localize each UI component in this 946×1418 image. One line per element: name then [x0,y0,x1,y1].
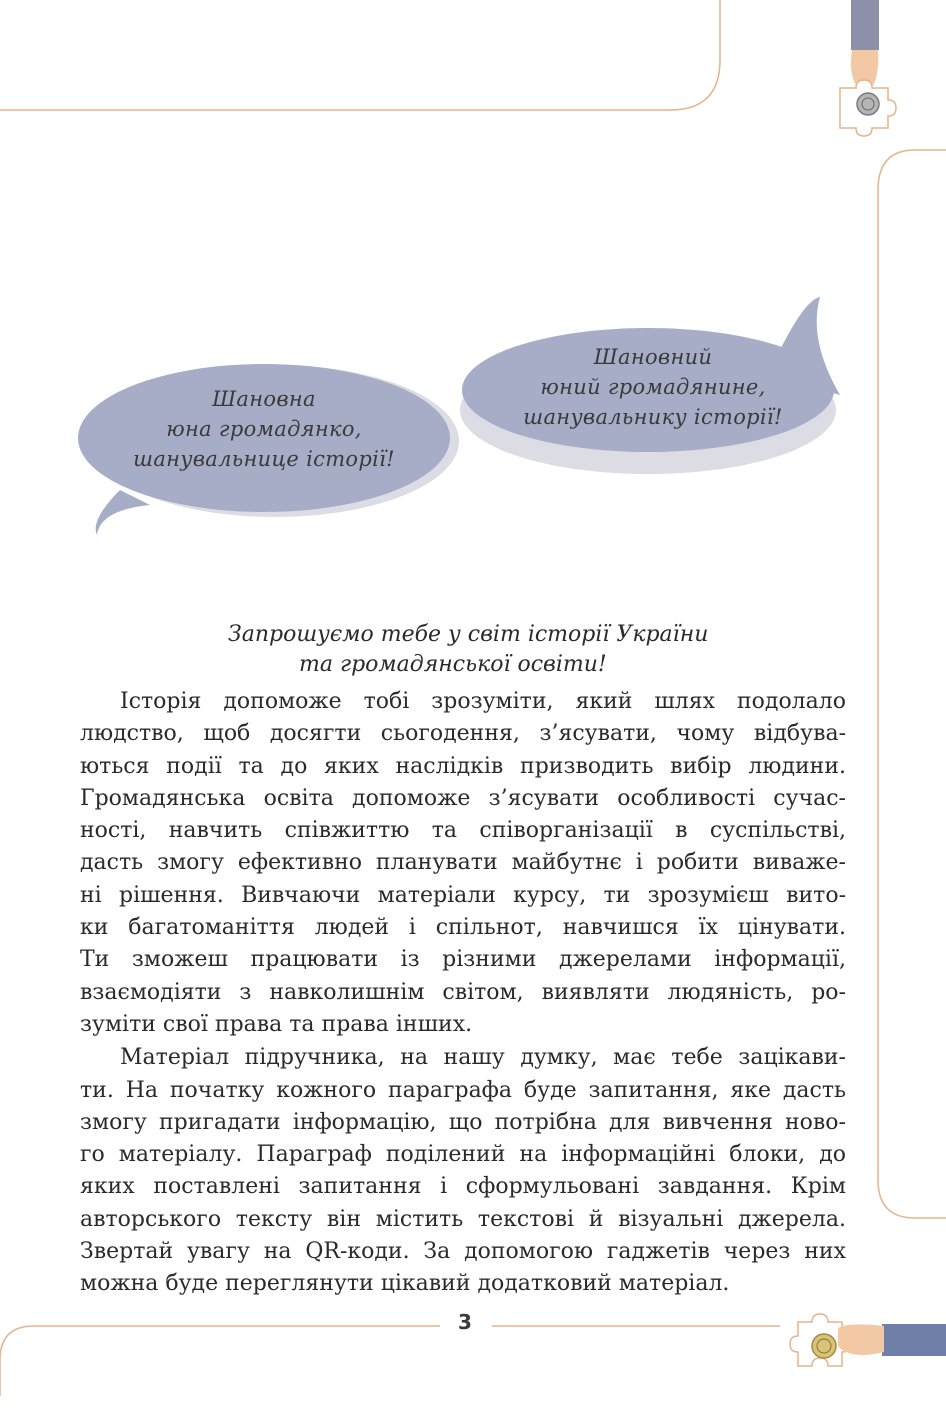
p1-line-11: зуміти свої права та права інших. [80,1011,473,1037]
paragraph-1 [80,686,846,1041]
body-text [80,686,846,1301]
p1-line-3: ються події та до яких наслідків призводить вибір людини. [80,753,846,779]
p1-line-10: взаємодіяти з навколишнім світом, виявляти людяність, ро- [80,979,846,1005]
p1-line-6: дасть змогу ефективно планувати майбутнє і робити виваже- [80,850,846,876]
p2-line-4: го матеріалу. Параграф поділений на інформаційні блоки, до [80,1142,846,1168]
hand-holding-coin-icon [790,1314,946,1366]
p1-line-4: Громадянська освіта допоможе з’ясувати особливості сучас- [80,785,846,811]
bubble-left-line-3: шанувальнице історії! [133,447,395,471]
cuff-icon [882,1324,946,1356]
hand-holding-coin-icon [840,0,896,136]
p2-line-2: ти. На початку кожного параграфа буде запитання, яке дасть [80,1077,846,1103]
intro-line-2: та громадянської освіти! [299,652,607,677]
sleeve-icon [851,0,879,50]
intro-line-1: Запрошуємо тебе у світ історії України [228,622,709,647]
coin-icon [857,93,879,115]
p1-line-8: ки багатоманіття людей і спільнот, навчишся їх цінувати. [80,915,846,941]
page-number: 3 [458,1310,472,1334]
p2-line-5: яких поставлені запитання і сформульовані завдання. Крім [80,1174,846,1200]
bubble-left-line-1: Шановна [212,387,316,411]
p1-line-2: людство, щоб досягти сьогодення, з’ясувати, чому відбува- [80,721,846,747]
coin-icon [812,1334,836,1358]
bubble-right-line-3: шанувальнику історії! [523,405,783,429]
p2-line-1: Матеріал підручника, на нашу думку, має тебе зацікави- [120,1045,846,1071]
bubble-text-right [488,342,818,432]
p1-line-7: ні рішення. Вивчаючи матеріали курсу, ти зрозумієш вито- [80,882,846,908]
p1-line-5: ності, навчить співжиттю та співорганізації в суспільстві, [80,818,846,844]
p2-line-6: авторського тексту він містить текстові й візуальні джерела. [80,1206,846,1232]
bubble-left-line-2: юна громадянко, [166,417,362,441]
paragraph-2 [80,1042,846,1300]
p2-line-7: Звертай увагу на QR-коди. За допомогою гаджетів через них [80,1239,846,1265]
p1-line-9: Ти зможеш працювати із різними джерелами інформації, [80,947,846,973]
bubble-right-line-2: юний громадянине, [540,375,766,399]
frame-bottom-left [0,1326,440,1396]
p2-line-8: можна буде переглянути цікавий додатковий матеріал. [80,1271,730,1297]
hand-icon [838,1324,884,1355]
p2-line-3: змогу пригадати інформацію, що потрібна для вивчення ново- [80,1109,846,1135]
intro-heading [80,620,846,680]
bubble-text-left [94,384,434,474]
p1-line-1: Історія допоможе тобі зрозуміти, який шлях подолало [120,689,846,714]
frame-top-left [0,0,720,110]
frame-right [878,150,946,1218]
bubble-right-line-1: Шановний [593,345,713,369]
